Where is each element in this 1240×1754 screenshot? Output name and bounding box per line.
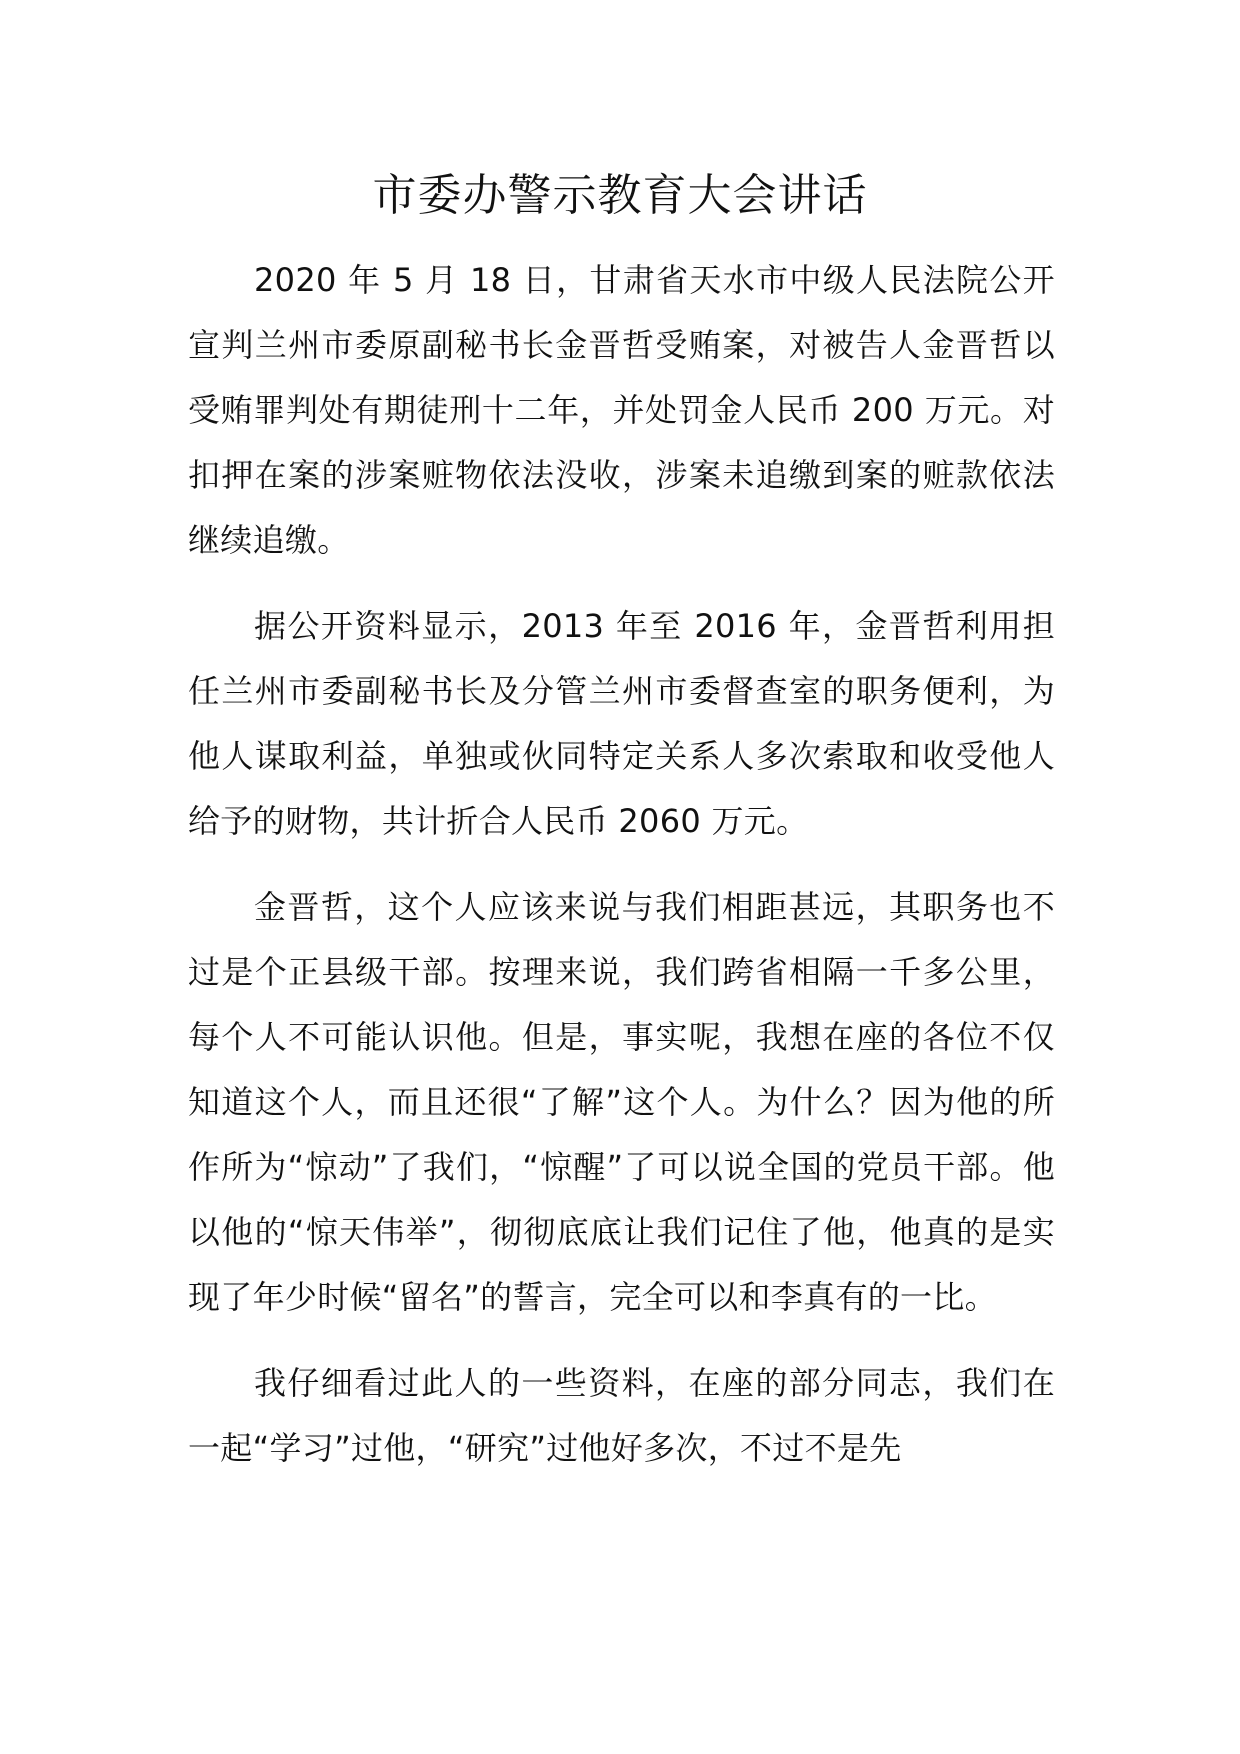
paragraph-2: 据公开资料显示，2013 年至 2016 年，金晋哲利用担任兰州市委副秘书长及分管兰州市委督查室的职务便利，为他人谋取利益，单独或伙同特定关系人多次索取和收受他人给予的财物，共计折合人民币 2060 万元。 [188, 607, 1055, 840]
paragraph-3: 金晋哲，这个人应该来说与我们相距甚远，其职务也不过是个正县级干部。按理来说，我们跨省相隔一千多公里，每个人不可能认识他。但是，事实呢，我想在座的各位不仅知道这个人，而且还很“了解”这个人。为什么？因为他的所作所为“惊动”了我们，“惊醒”了可以说全国的党员干部。他以他的“惊天伟举”，彻彻底底让我们记住了他，他真的是实现了年少时候“留名”的誓言，完全可以和李真有的一比。 [188, 888, 1055, 1316]
paragraph-4: 我仔细看过此人的一些资料，在座的部分同志，我们在一起“学习”过他，“研究”过他好多次，不过不是先 [188, 1364, 1055, 1467]
paragraph-1: 2020 年 5 月 18 日，甘肃省天水市中级人民法院公开宣判兰州市委原副秘书长金晋哲受贿案，对被告人金晋哲以受贿罪判处有期徒刑十二年，并处罚金人民币 200 万元。对扣押在案的涉案赃物依法没收，涉案未追缴到案的赃款依法继续追缴。 [188, 261, 1055, 559]
document-title: 市委办警示教育大会讲话 [372, 170, 868, 221]
document-body [188, 248, 1055, 1502]
